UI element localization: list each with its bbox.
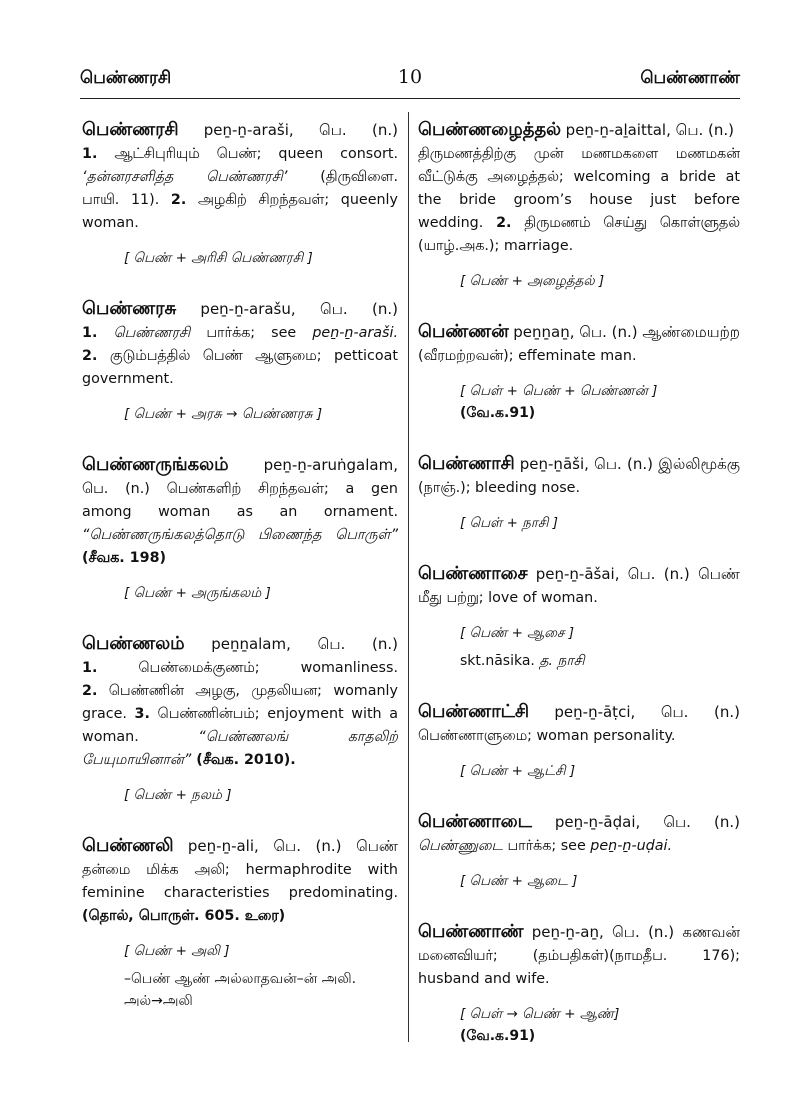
headword: பெண்ணழைத்தல் (418, 119, 562, 140)
entry-head (82, 834, 398, 859)
etymology: [ பெள் → பெண் + ஆண்] (460, 1006, 620, 1022)
transliteration: peṉ-ṉ-āšai, பெ. (n.) பெண் (535, 565, 740, 583)
definition-line: wedding. 2. திருமணம் செய்து கொள்ளுதல் (418, 215, 740, 231)
definition-line: woman. (82, 215, 139, 231)
running-head-left: பெண்ணரசி (80, 68, 172, 88)
entry-head (418, 452, 740, 477)
dictionary-entry (418, 452, 740, 534)
entry-head (418, 810, 740, 835)
source-line: (சீவக. 198) (82, 550, 167, 566)
page-number: 10 (397, 66, 423, 88)
entry-head (418, 118, 740, 143)
transliteration: peṉ-ṉ-araši, பெ. (n.) (203, 121, 398, 139)
dictionary-entry (82, 118, 398, 269)
definition-line: பெண்ணுடை பார்க்க; see peṉ-ṉ-uḍai. (418, 838, 673, 854)
transliteration: peṉṉalam, பெ. (n.) (211, 635, 398, 653)
headword: பெண்ணருங்கலம் (82, 454, 229, 475)
headword: பெண்ணாசி (418, 453, 515, 474)
etymology: [ பெண் + ஆட்சி ] (460, 763, 576, 779)
note-line: அல்→அலி (124, 993, 193, 1009)
definition-line: government. (82, 371, 174, 387)
headword: பெண்ணன் (418, 321, 509, 342)
entry-head (418, 700, 740, 725)
definition-line: (நாஞ்.); bleeding nose. (418, 480, 581, 496)
dictionary-entry (418, 700, 740, 782)
page-header (80, 64, 740, 94)
quotation-line: “பெண்ணருங்கலத்தொடு பிணைந்த பொருள்” (82, 527, 398, 543)
entry-head (82, 453, 398, 478)
entry-head (418, 920, 740, 945)
transliteration: peṉṉaṉ, பெ. (n.) ஆண்மையற்ற (513, 323, 740, 341)
headword: பெண்ணலம் (82, 633, 185, 654)
etymology: [ பெள் + நாசி ] (460, 515, 559, 531)
source-line: (வே.க.91) (460, 1028, 536, 1044)
column-divider (408, 112, 409, 1042)
etymology: [ பெண் + நலம் ] (124, 787, 232, 803)
headword: பெண்ணரசி (82, 119, 179, 140)
source-line: (வே.க.91) (460, 405, 536, 421)
definition-line: (வீரமற்றவன்); effeminate man. (418, 348, 637, 364)
definition-line: மீது பற்று; love of woman. (418, 590, 598, 606)
definition-line: 1. பெண்ணரசி பார்க்க; see peṉ-ṉ-araši. (82, 325, 398, 341)
dictionary-entry (418, 920, 740, 1047)
running-head-right: பெண்ணாண் (640, 68, 740, 88)
dictionary-entry (82, 834, 398, 1012)
definition-line: 1. பெண்மைக்குணம்; womanliness. (82, 660, 398, 676)
transliteration: peṉ-ṉ-āḍai, பெ. (n.) (554, 813, 740, 831)
definition-line: woman. “பெண்ணலங் காதலிற் (82, 729, 398, 745)
headword: பெண்ணாசை (418, 563, 528, 584)
entry-head (82, 118, 398, 143)
definition-line: பாயி. 11). 2. அழகிற் சிறந்தவள்; queenly (82, 192, 398, 208)
definition-line: grace. 3. பெண்ணின்பம்; enjoyment with a (82, 706, 398, 722)
left-column (82, 118, 398, 1040)
definition-line: பெ. (n.) பெண்களிற் சிறந்தவள்; a gen (82, 481, 398, 497)
definition-line: the bride groom’s house just before (418, 192, 740, 208)
dictionary-entry (82, 297, 398, 425)
definition-line: (யாழ்.அக.); marriage. (418, 238, 574, 254)
etymology: [ பெண் + அருங்கலம் ] (124, 585, 271, 601)
right-column (418, 118, 740, 1075)
transliteration: peṉ-ṉ-aḻaittal, பெ. (n.) (565, 121, 734, 139)
transliteration: peṉ-ṉ-aṉ, பெ. (n.) கணவன் (531, 923, 740, 941)
definition-line: husband and wife. (418, 971, 550, 987)
definition-line: 2. பெண்ணின் அழகு, முதலியன; womanly (82, 683, 398, 699)
dictionary-entry (418, 118, 740, 292)
dictionary-entry (418, 810, 740, 892)
entry-head (418, 562, 740, 587)
transliteration: peṉ-ṉ-aruṅgalam, (263, 456, 398, 474)
dictionary-entry (82, 453, 398, 604)
headword: பெண்ணாடை (418, 811, 532, 832)
transliteration: peṉ-ṉ-āṭci, பெ. (n.) (554, 703, 740, 721)
etymology: [ பெண் + அழைத்தல் ] (460, 273, 605, 289)
definition-line: வீட்டுக்கு அழைத்தல்; welcoming a bride at (418, 169, 740, 185)
etymology: [ பெண் + ஆடை ] (460, 873, 578, 889)
definition-line: among woman as an ornament. (82, 504, 398, 520)
definition-line: 2. குடும்பத்தில் பெண் ஆளுமை; petticoat (82, 348, 398, 364)
entry-head (418, 320, 740, 345)
definition-line: தன்மை மிக்க அலி; hermaphrodite with (82, 862, 398, 878)
definition-line: பேயுமாயினான்” (சீவக. 2010). (82, 752, 296, 768)
definition-line: ‘தன்னரசளித்த பெண்ணரசி’ (திருவிளை. (82, 169, 398, 185)
headword: பெண்ணலி (82, 835, 174, 856)
entry-head (82, 632, 398, 657)
entry-head (82, 297, 398, 322)
note-line: –பெண் ஆண் அல்லாதவன்–ன் அலி. (124, 971, 357, 987)
headword: பெண்ணரசு (82, 298, 177, 319)
definition-line: feminine characteristies predominating. (82, 885, 398, 901)
headword: பெண்ணாண் (418, 921, 524, 942)
etymology: [ பெண் + அலி ] (124, 943, 230, 959)
definition-line: மனைவியர்; (தம்பதிகள்)(நாமதீப. 176); (418, 948, 740, 964)
definition-line: 1. ஆட்சிபுரியும் பெண்; queen consort. (82, 146, 398, 162)
dictionary-entry (418, 562, 740, 672)
transliteration: peṉ-ṉ-ali, பெ. (n.) பெண் (187, 837, 398, 855)
source-line: (தொல், பொருள். 605. உரை) (82, 908, 286, 924)
dictionary-entry (82, 632, 398, 806)
definition-line: திருமணத்திற்கு முன் மணமகளை மணமகன் (418, 146, 740, 162)
transliteration: peṉ-ṉāši, பெ. (n.) இல்லிமூக்கு (519, 455, 740, 473)
note-line: skt.nāsika. த. நாசி (460, 653, 585, 669)
etymology: [ பெண் + ஆசை ] (460, 625, 575, 641)
headword: பெண்ணாட்சி (418, 701, 530, 722)
header-rule (80, 98, 740, 99)
transliteration: peṉ-ṉ-arašu, பெ. (n.) (200, 300, 398, 318)
dictionary-entry (418, 320, 740, 424)
etymology: [ பெள் + பெண் + பெண்ணன் ] (460, 383, 658, 399)
etymology: [ பெண் + அரசு → பெண்ணரசு ] (124, 406, 323, 422)
definition-line: பெண்ணாளுமை; woman personality. (418, 728, 676, 744)
etymology: [ பெண் + அரிசி பெண்ணரசி ] (124, 250, 313, 266)
